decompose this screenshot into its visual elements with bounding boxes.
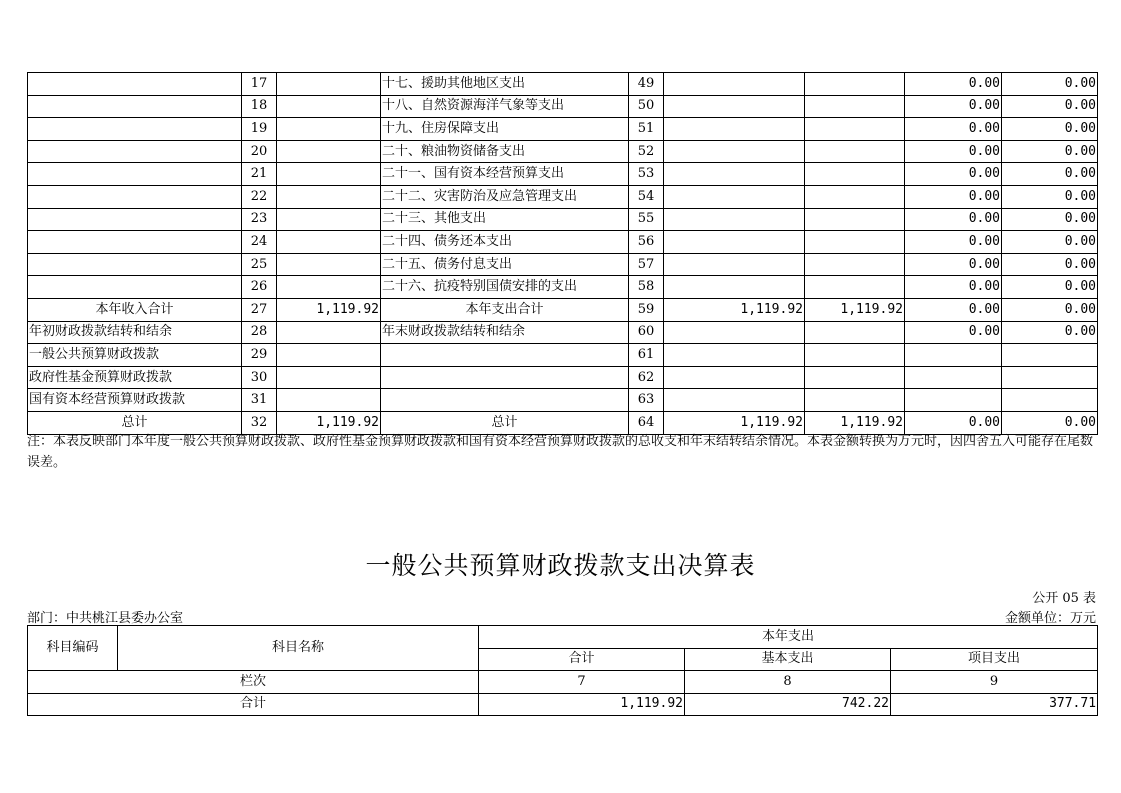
right-line-no-cell: 57 <box>629 253 664 276</box>
fund-budget-cell: 0.00 <box>905 73 1002 96</box>
state-capital-cell <box>1002 389 1098 412</box>
left-line-no-cell: 32 <box>242 411 277 434</box>
general-budget-cell: 1,119.92 <box>805 411 905 434</box>
general-budget-cell <box>805 389 905 412</box>
right-line-no-cell: 49 <box>629 73 664 96</box>
table-row <box>28 208 1098 231</box>
right-label-cell: 本年支出合计 <box>381 298 629 321</box>
right-line-no-cell: 51 <box>629 118 664 141</box>
state-capital-cell: 0.00 <box>1002 73 1098 96</box>
left-label-cell: 一般公共预算财政拨款 <box>28 344 242 367</box>
page-title: 一般公共预算财政拨款支出决算表 <box>365 551 756 580</box>
left-line-no-cell: 28 <box>242 321 277 344</box>
right-label-cell: 二十六、抗疫特别国债安排的支出 <box>381 276 629 299</box>
right-line-no-cell: 53 <box>629 163 664 186</box>
general-budget-cell <box>805 253 905 276</box>
left-label-cell <box>28 253 242 276</box>
right-label-cell: 十九、住房保障支出 <box>381 118 629 141</box>
header-subject-name: 科目名称 <box>118 626 479 671</box>
left-amount-cell <box>277 253 381 276</box>
left-line-no-cell: 24 <box>242 231 277 254</box>
income-expense-table <box>27 72 1098 435</box>
right-label-cell: 二十四、债务还本支出 <box>381 231 629 254</box>
state-capital-cell: 0.00 <box>1002 118 1098 141</box>
table-row <box>28 73 1098 96</box>
left-label-cell <box>28 185 242 208</box>
expense-table <box>27 625 1098 716</box>
fund-budget-cell: 0.00 <box>905 118 1002 141</box>
table-row <box>28 163 1098 186</box>
general-budget-cell <box>805 276 905 299</box>
fund-budget-cell: 0.00 <box>905 253 1002 276</box>
left-line-no-cell: 22 <box>242 185 277 208</box>
right-line-no-cell: 62 <box>629 366 664 389</box>
total-cell <box>664 366 805 389</box>
left-line-no-cell: 29 <box>242 344 277 367</box>
table-row <box>28 140 1098 163</box>
state-capital-cell <box>1002 366 1098 389</box>
fund-budget-cell: 0.00 <box>905 208 1002 231</box>
right-line-no-cell: 55 <box>629 208 664 231</box>
right-label-cell <box>381 344 629 367</box>
left-line-no-cell: 27 <box>242 298 277 321</box>
total-cell <box>664 185 805 208</box>
right-label-cell <box>381 389 629 412</box>
table-row <box>28 298 1098 321</box>
sum-basic: 742.22 <box>685 693 891 716</box>
left-label-cell <box>28 118 242 141</box>
left-label-cell: 本年收入合计 <box>28 298 242 321</box>
state-capital-cell: 0.00 <box>1002 321 1098 344</box>
left-amount-cell: 1,119.92 <box>277 411 381 434</box>
total-cell <box>664 208 805 231</box>
general-budget-cell <box>805 95 905 118</box>
fund-budget-cell: 0.00 <box>905 298 1002 321</box>
left-amount-cell <box>277 366 381 389</box>
right-line-no-cell: 52 <box>629 140 664 163</box>
total-cell: 1,119.92 <box>664 298 805 321</box>
fund-budget-cell: 0.00 <box>905 411 1002 434</box>
left-amount-cell <box>277 344 381 367</box>
total-cell <box>664 321 805 344</box>
state-capital-cell: 0.00 <box>1002 253 1098 276</box>
left-line-no-cell: 20 <box>242 140 277 163</box>
right-label-cell: 二十二、灾害防治及应急管理支出 <box>381 185 629 208</box>
right-line-no-cell: 56 <box>629 231 664 254</box>
total-cell <box>664 344 805 367</box>
left-line-no-cell: 25 <box>242 253 277 276</box>
right-label-cell: 年末财政拨款结转和结余 <box>381 321 629 344</box>
general-budget-cell <box>805 163 905 186</box>
table-note: 注：本表反映部门本年度一般公共预算财政拨款、政府性基金预算财政拨款和国有资本经营预算财政拨款的总收支和年末结转结余情况。本表金额转换为万元时，因四舍五入可能存在尾数误差。 <box>27 434 1094 470</box>
left-amount-cell <box>277 163 381 186</box>
amount-unit-label: 金额单位：万元 <box>1004 611 1096 626</box>
state-capital-cell: 0.00 <box>1002 298 1098 321</box>
left-line-no-cell: 18 <box>242 95 277 118</box>
general-budget-cell: 1,119.92 <box>805 298 905 321</box>
total-cell <box>664 118 805 141</box>
table-row <box>28 118 1098 141</box>
fund-budget-cell <box>905 344 1002 367</box>
state-capital-cell: 0.00 <box>1002 208 1098 231</box>
left-line-no-cell: 17 <box>242 73 277 96</box>
general-budget-cell <box>805 208 905 231</box>
left-amount-cell <box>277 140 381 163</box>
left-label-cell <box>28 163 242 186</box>
left-line-no-cell: 26 <box>242 276 277 299</box>
left-label-cell <box>28 95 242 118</box>
left-amount-cell <box>277 276 381 299</box>
right-line-no-cell: 59 <box>629 298 664 321</box>
right-label-cell: 二十三、其他支出 <box>381 208 629 231</box>
state-capital-cell: 0.00 <box>1002 276 1098 299</box>
fund-budget-cell: 0.00 <box>905 185 1002 208</box>
total-cell <box>664 140 805 163</box>
right-line-no-cell: 54 <box>629 185 664 208</box>
right-label-cell: 二十、粮油物资储备支出 <box>381 140 629 163</box>
left-amount-cell <box>277 73 381 96</box>
general-budget-cell <box>805 118 905 141</box>
table-row <box>28 231 1098 254</box>
right-line-no-cell: 61 <box>629 344 664 367</box>
state-capital-cell: 0.00 <box>1002 163 1098 186</box>
left-amount-cell: 1,119.92 <box>277 298 381 321</box>
right-label-cell: 十七、援助其他地区支出 <box>381 73 629 96</box>
fund-budget-cell: 0.00 <box>905 140 1002 163</box>
left-label-cell: 总计 <box>28 411 242 434</box>
general-budget-cell <box>805 73 905 96</box>
state-capital-cell: 0.00 <box>1002 95 1098 118</box>
form-number: 公开 05 表 <box>1032 591 1096 606</box>
left-amount-cell <box>277 231 381 254</box>
header-current-year-expense: 本年支出 <box>479 626 1098 649</box>
right-label-cell: 总计 <box>381 411 629 434</box>
left-label-cell <box>28 208 242 231</box>
left-amount-cell <box>277 321 381 344</box>
table-row <box>28 321 1098 344</box>
right-line-no-cell: 64 <box>629 411 664 434</box>
total-cell <box>664 231 805 254</box>
table-row <box>28 276 1098 299</box>
column-index-total: 7 <box>479 671 685 694</box>
state-capital-cell: 0.00 <box>1002 140 1098 163</box>
left-line-no-cell: 23 <box>242 208 277 231</box>
total-cell <box>664 389 805 412</box>
right-line-no-cell: 50 <box>629 95 664 118</box>
table-row <box>28 389 1098 412</box>
header-subject-code: 科目编码 <box>28 626 118 671</box>
left-label-cell <box>28 140 242 163</box>
fund-budget-cell: 0.00 <box>905 276 1002 299</box>
table-row <box>28 185 1098 208</box>
state-capital-cell <box>1002 344 1098 367</box>
right-line-no-cell: 63 <box>629 389 664 412</box>
general-budget-cell <box>805 231 905 254</box>
sum-project: 377.71 <box>891 693 1098 716</box>
left-line-no-cell: 31 <box>242 389 277 412</box>
state-capital-cell: 0.00 <box>1002 411 1098 434</box>
left-amount-cell <box>277 208 381 231</box>
left-line-no-cell: 21 <box>242 163 277 186</box>
header-basic: 基本支出 <box>685 648 891 671</box>
fund-budget-cell: 0.00 <box>905 163 1002 186</box>
total-cell <box>664 163 805 186</box>
header-total: 合计 <box>479 648 685 671</box>
table-row <box>28 95 1098 118</box>
column-index-basic: 8 <box>685 671 891 694</box>
state-capital-cell: 0.00 <box>1002 231 1098 254</box>
table-row <box>28 344 1098 367</box>
sum-total: 1,119.92 <box>479 693 685 716</box>
fund-budget-cell: 0.00 <box>905 321 1002 344</box>
left-label-cell: 国有资本经营预算财政拨款 <box>28 389 242 412</box>
left-label-cell <box>28 231 242 254</box>
left-amount-cell <box>277 389 381 412</box>
fund-budget-cell <box>905 366 1002 389</box>
total-cell <box>664 253 805 276</box>
right-line-no-cell: 60 <box>629 321 664 344</box>
left-label-cell <box>28 73 242 96</box>
department-label: 部门：中共桃江县委办公室 <box>27 611 184 626</box>
total-cell <box>664 73 805 96</box>
general-budget-cell <box>805 321 905 344</box>
sum-label: 合计 <box>28 693 479 716</box>
left-amount-cell <box>277 118 381 141</box>
general-budget-cell <box>805 185 905 208</box>
left-amount-cell <box>277 95 381 118</box>
header-project: 项目支出 <box>891 648 1098 671</box>
right-label-cell: 十八、自然资源海洋气象等支出 <box>381 95 629 118</box>
general-budget-cell <box>805 366 905 389</box>
fund-budget-cell: 0.00 <box>905 95 1002 118</box>
column-index-project: 9 <box>891 671 1098 694</box>
general-budget-cell <box>805 344 905 367</box>
total-cell <box>664 276 805 299</box>
left-line-no-cell: 19 <box>242 118 277 141</box>
right-line-no-cell: 58 <box>629 276 664 299</box>
right-label-cell <box>381 366 629 389</box>
general-budget-cell <box>805 140 905 163</box>
fund-budget-cell <box>905 389 1002 412</box>
table-row <box>28 253 1098 276</box>
left-line-no-cell: 30 <box>242 366 277 389</box>
total-cell: 1,119.92 <box>664 411 805 434</box>
column-index-label: 栏次 <box>28 671 479 694</box>
right-label-cell: 二十一、国有资本经营预算支出 <box>381 163 629 186</box>
fund-budget-cell: 0.00 <box>905 231 1002 254</box>
state-capital-cell: 0.00 <box>1002 185 1098 208</box>
left-amount-cell <box>277 185 381 208</box>
left-label-cell: 政府性基金预算财政拨款 <box>28 366 242 389</box>
table-row <box>28 366 1098 389</box>
right-label-cell: 二十五、债务付息支出 <box>381 253 629 276</box>
left-label-cell: 年初财政拨款结转和结余 <box>28 321 242 344</box>
left-label-cell <box>28 276 242 299</box>
total-cell <box>664 95 805 118</box>
